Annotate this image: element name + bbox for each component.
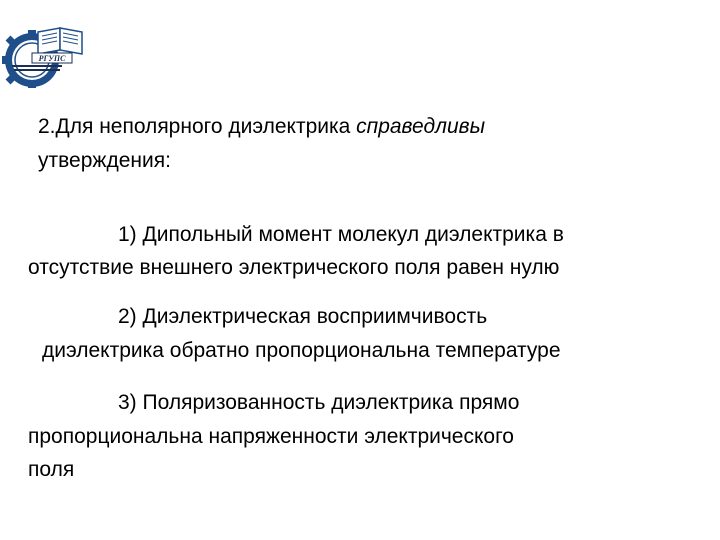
rgups-logo — [2, 22, 86, 88]
question-prefix: 2.Для неполярного диэлектрика — [38, 115, 357, 138]
statement-1-line-2: отсутствие внешнего электрического поля равен нулю — [28, 256, 560, 279]
statement-2-line-2: диэлектрика обратно пропорциональна температуре — [42, 339, 561, 362]
statement-3-line-3: поля — [28, 458, 75, 481]
logo-text: РГУПС — [38, 54, 66, 63]
question-text — [38, 110, 678, 178]
statement-3-line-1: 3) Поляризованность диэлектрика прямо — [118, 391, 520, 414]
statement-1-line-1: 1) Дипольный момент молекул диэлектрика в — [118, 223, 564, 246]
question-emphasis: справедливы — [356, 115, 486, 138]
statement-2-line-1: 2) Диэлектрическая восприимчивость — [118, 305, 488, 328]
question-suffix: утверждения: — [38, 149, 171, 172]
gear-book-emblem-icon — [2, 22, 86, 88]
statement-3-line-2: пропорциональна напряженности электрического — [28, 425, 514, 448]
